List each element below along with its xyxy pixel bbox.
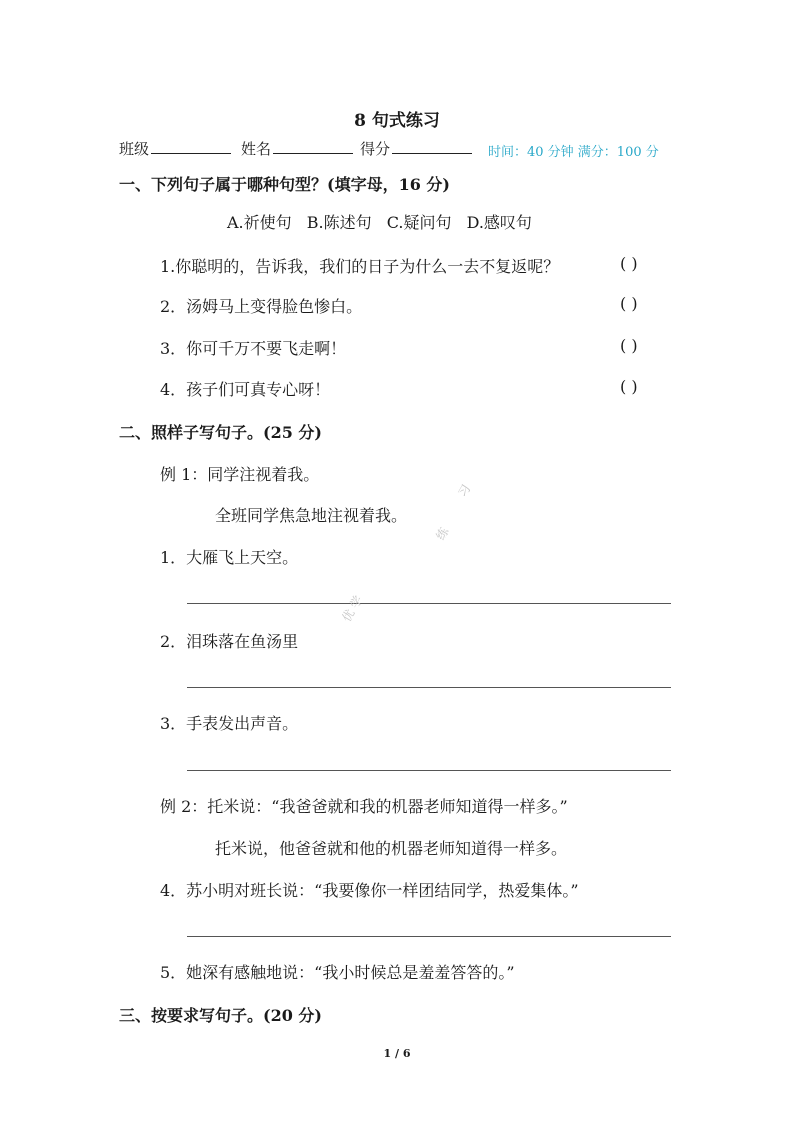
score-field	[360, 138, 472, 159]
page-number: 1 / 6	[383, 1047, 411, 1060]
class-blank	[151, 139, 231, 154]
rewrite-question-2: 2．泪珠落在鱼汤里	[160, 632, 299, 651]
section3-heading: 三、按要求写句子。(20 分)	[119, 1006, 322, 1025]
name-label: 姓名	[241, 140, 272, 158]
watermark-mark: 练	[433, 525, 452, 543]
name-field	[241, 138, 353, 159]
option-b: B.陈述句	[306, 213, 372, 232]
page-title: 8 句式练习	[354, 111, 440, 131]
section2-heading: 二、照样子写句子。(25 分)	[119, 423, 322, 442]
example-1-answer: 全班同学焦急地注视着我。	[215, 506, 408, 525]
sentence-type-options	[227, 210, 542, 233]
option-c: C.疑问句	[386, 213, 452, 232]
score-blank	[392, 139, 472, 154]
question-4: 4．孩子们可真专心呀！	[160, 380, 331, 399]
answer-paren-4: ( )	[620, 377, 638, 396]
rewrite-question-5: 5．她深有感触地说：“我小时候总是羞羞答答的。”	[160, 963, 515, 982]
answer-paren-3: ( )	[620, 336, 638, 355]
class-label: 班级	[119, 140, 150, 158]
time-score-meta: 时间：40 分钟 满分：100 分	[488, 145, 659, 160]
answer-line-3	[187, 770, 671, 771]
rewrite-question-1: 1．大雁飞上天空。	[160, 548, 299, 567]
section1-heading: 一、下列句子属于哪种句型？(填字母，16 分)	[119, 175, 450, 194]
answer-paren-2: ( )	[620, 294, 638, 313]
watermark-mark: 优 学	[339, 593, 366, 625]
answer-paren-1: ( )	[620, 254, 638, 273]
question-3: 3．你可千万不要飞走啊！	[160, 339, 347, 358]
watermark-mark: 习	[455, 482, 474, 500]
question-1: 1.你聪明的，告诉我，我们的日子为什么一去不复返呢？	[160, 257, 560, 276]
example-2-answer: 托米说，他爸爸就和他的机器老师知道得一样多。	[215, 839, 568, 858]
class-field	[119, 138, 231, 159]
example-2: 例 2：托米说：“我爸爸就和我的机器老师知道得一样多。”	[160, 797, 568, 816]
answer-line-4	[187, 936, 671, 937]
answer-line-2	[187, 687, 671, 688]
answer-line-1	[187, 603, 671, 604]
option-a: A.祈使句	[227, 213, 292, 232]
option-d: D.感叹句	[466, 213, 532, 232]
question-2: 2．汤姆马上变得脸色惨白。	[160, 297, 363, 316]
score-label: 得分	[360, 140, 391, 158]
name-blank	[273, 139, 353, 154]
rewrite-question-4: 4．苏小明对班长说：“我要像你一样团结同学，热爱集体。”	[160, 881, 579, 900]
rewrite-question-3: 3．手表发出声音。	[160, 714, 299, 733]
example-1: 例 1：同学注视着我。	[160, 465, 320, 484]
